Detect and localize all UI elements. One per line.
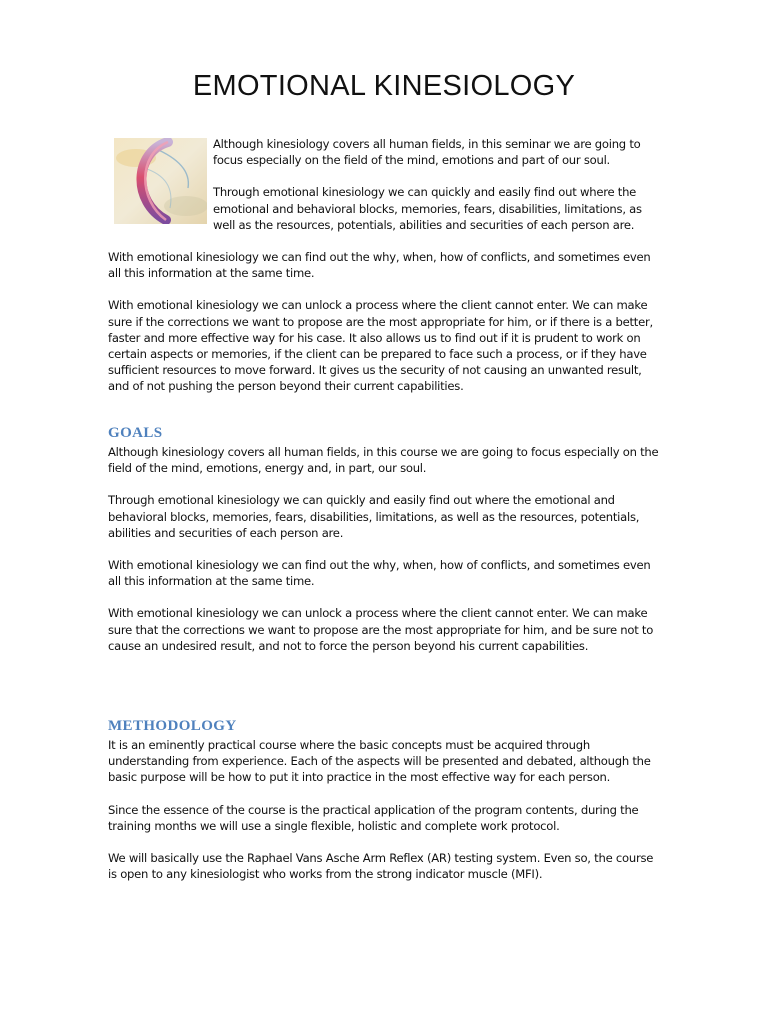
goals-section <box>108 425 664 654</box>
goals-paragraph: With emotional kinesiology we can unlock a process where the client cannot enter. We can make sure that the corrections we want to propose are the most appropriate for him, and be sure not to cause an undesired result, and not to force the person beyond his current capabilities. <box>108 606 654 653</box>
methodology-paragraph: It is an eminently practical course where the basic concepts must be acquired through understanding from experience. Each of the aspects will be presented and debated, although the basic purpose will be how to put it into practice in the most effective way for each person. <box>108 738 651 785</box>
methodology-section <box>108 718 664 882</box>
kinesiology-arc-image <box>114 138 207 224</box>
intro-paragraph: With emotional kinesiology we can unlock a process where the client cannot enter. We can make sure if the corrections we want to propose are the most appropriate for him, or if there is a better, faster and more effective way for his case. It also allows us to find out if it is prudent to work on certain aspects or memories, if the client can be prepared to face such a process, or if they have sufficient resources to move forward. It gives us the security of not causing an unwanted result, and of not pushing the person beyond their current capabilities. <box>108 298 653 394</box>
methodology-heading: METHODOLOGY <box>108 718 237 734</box>
page-title: EMOTIONAL KINESIOLOGY <box>192 70 576 102</box>
methodology-paragraph: We will basically use the Raphael Vans Asche Arm Reflex (AR) testing system. Even so, the course is open to any kinesiologist who works from the strong indicator muscle (MFI). <box>108 851 654 882</box>
intro-side-text <box>213 136 663 233</box>
intro-paragraph: With emotional kinesiology we can find out the why, when, how of conflicts, and sometimes even all this information at the same time. <box>108 250 651 281</box>
goals-paragraph: Although kinesiology covers all human fields, in this course we are going to focus especially on the field of the mind, emotions, energy and, in part, our soul. <box>108 445 659 476</box>
kinesiology-arc-graphic <box>114 138 207 224</box>
goals-paragraph: With emotional kinesiology we can find out the why, when, how of conflicts, and sometimes even all this information at the same time. <box>108 558 651 589</box>
methodology-paragraph: Since the essence of the course is the practical application of the program contents, during the training months we will use a single flexible, holistic and complete work protocol. <box>108 802 639 833</box>
intro-side-paragraph: Although kinesiology covers all human fields, in this seminar we are going to focus especially on the field of the mind, emotions and part of our soul. <box>213 137 641 168</box>
intro-side-paragraph: Through emotional kinesiology we can quickly and easily find out where the emotional and behavioral blocks, memories, fears, disabilities, limitations, as well as the resources, potentials, abilities and securities of each person are. <box>213 185 642 232</box>
goals-heading: GOALS <box>108 425 163 441</box>
intro-section <box>108 249 664 395</box>
goals-paragraph: Through emotional kinesiology we can quickly and easily find out where the emotional and behavioral blocks, memories, fears, disabilities, limitations, as well as the resources, potentials, abilities and securities of each person are. <box>108 493 640 540</box>
